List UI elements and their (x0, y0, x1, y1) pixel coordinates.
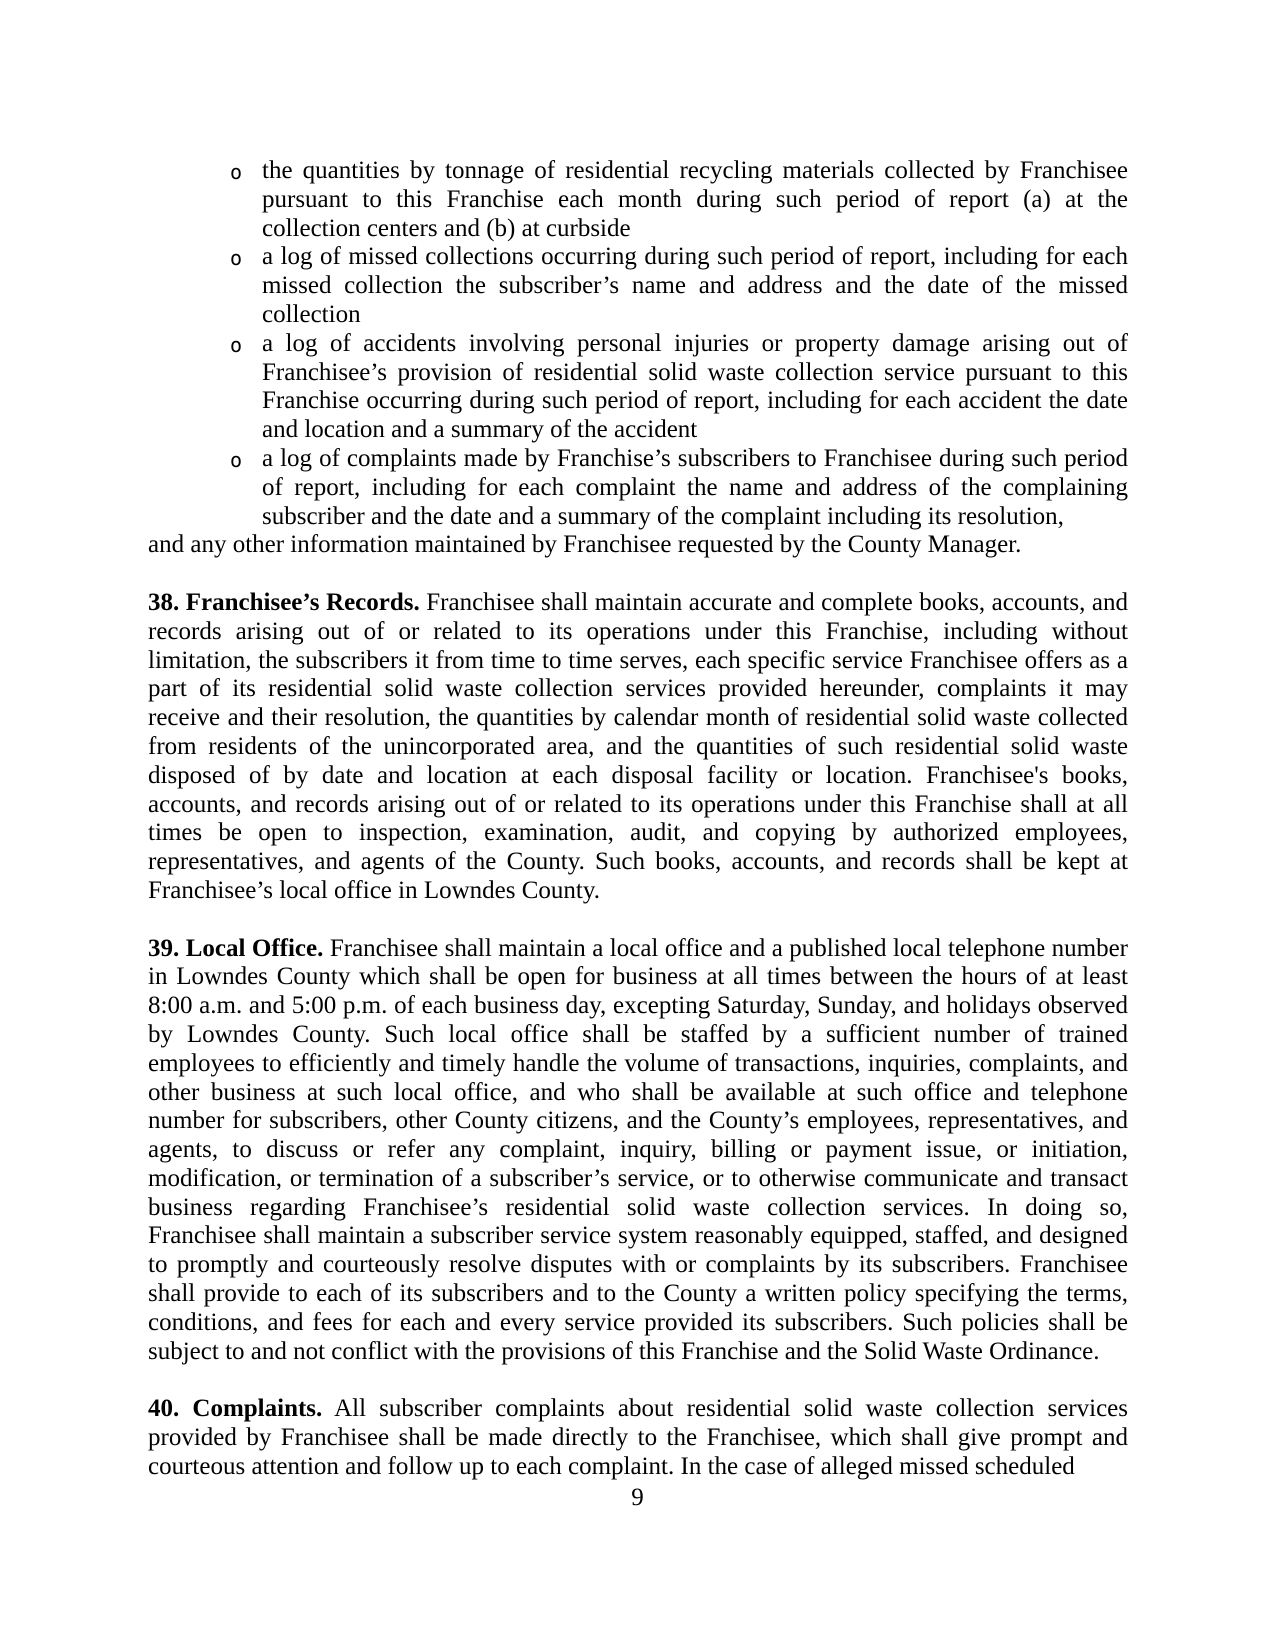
bullet-marker: o (230, 160, 243, 184)
section-heading-40: 40. Complaints. (148, 1395, 323, 1423)
document-page (148, 157, 1128, 1482)
section-body-40: All subscriber complaints about residential solid waste collection services provided by Franchisee shall be made directly to the Franchisee, which shall give prompt and courteous attention and follow up to each complaint. In the case of alleged missed scheduled (148, 1395, 1128, 1480)
bullet-item (148, 445, 1128, 531)
page-number: 9 (631, 1484, 644, 1511)
bullet-text: the quantities by tonnage of residential recycling materials collected by Franchisee pursuant to this Franchise each month during such period of report (a) at the collection centers and (b) at curbside (262, 157, 1128, 242)
section-paragraph-38 (148, 589, 1128, 906)
bullet-text: a log of missed collections occurring during such period of report, including for each missed collection the subscriber’s name and address and the date of the missed collection (262, 243, 1128, 328)
bullet-marker: o (230, 246, 243, 271)
section-paragraph-39 (148, 935, 1128, 1367)
section-heading-38: 38. Franchisee’s Records. (148, 588, 420, 616)
closing-line: and any other information maintained by Franchisee requested by the County Manager. (148, 531, 1022, 559)
bullet-item (148, 330, 1128, 445)
section-body-39: Franchisee shall maintain a local office and a published local telephone number in Lowndes County which shall be open for business at all times between the hours of at least 8:00 a.m. and 5:00 p.m. of each business day, excepting Saturday, Sunday, and holidays observed by Lowndes County. Such local office shall be staffed by a sufficient number of trained employees to efficiently and timely handle the volume of transactions, inquiries, complaints, and other business at such local office, and who shall be available at such office and telephone number for subscribers, other County citizens, and the County’s employees, representatives, and agents, to discuss or refer any complaint, inquiry, billing or payment issue, or initiation, modification, or termination of a subscriber’s service, or to otherwise communicate and transact business regarding Franchisee’s residential solid waste collection services. In doing so, Franchisee shall maintain a subscriber service system reasonably equipped, staffed, and designed to promptly and courteously resolve disputes with or complaints by its subscribers. Franchisee shall provide to each of its subscribers and to the County a written policy specifying the terms, conditions, and fees for each and every service provided its subscribers. Such policies shall be subject to and not conflict with the provisions of this Franchise and the Solid Waste Ordinance. (148, 934, 1129, 1365)
section-heading-39: 39. Local Office. (148, 934, 324, 962)
bullet-marker: o (230, 332, 243, 357)
bullet-item (148, 243, 1128, 329)
bullet-text: a log of accidents involving personal injuries or property damage arising out of Franchisee’s provision of residential solid waste collection service pursuant to this Franchise occurring during such period of report, including for each accident the date and location and a summary of the accident (262, 329, 1128, 444)
bullet-item (148, 157, 1128, 243)
bullet-list (148, 157, 1128, 531)
bullet-text: a log of complaints made by Franchise’s subscribers to Franchisee during such period of report, including for each complaint the name and address of the complaining subscriber and the date and a summary of the complaint including its resolution, (262, 444, 1128, 530)
section-paragraph-40 (148, 1395, 1128, 1481)
bullet-marker: o (230, 447, 243, 472)
section-body-38: Franchisee shall maintain accurate and complete books, accounts, and records arising out of or related to its operations under this Franchise, including without limitation, the subscribers it from time to time serves, each specific service Franchisee offers as a part of its residential solid waste collection services provided hereunder, complaints it may receive and their resolution, the quantities by calendar month of residential solid waste collected from residents of the unincorporated area, and the quantities of such residential solid waste disposed of by date and location at each disposal facility or location. Franchisee's books, accounts, and records arising out of or related to its operations under this Franchise shall at all times be open to inspection, examination, audit, and copying by authorized employees, representatives, and agents of the County. Such books, accounts, and records shall be kept at Franchisee’s local office in Lowndes County. (148, 588, 1128, 904)
